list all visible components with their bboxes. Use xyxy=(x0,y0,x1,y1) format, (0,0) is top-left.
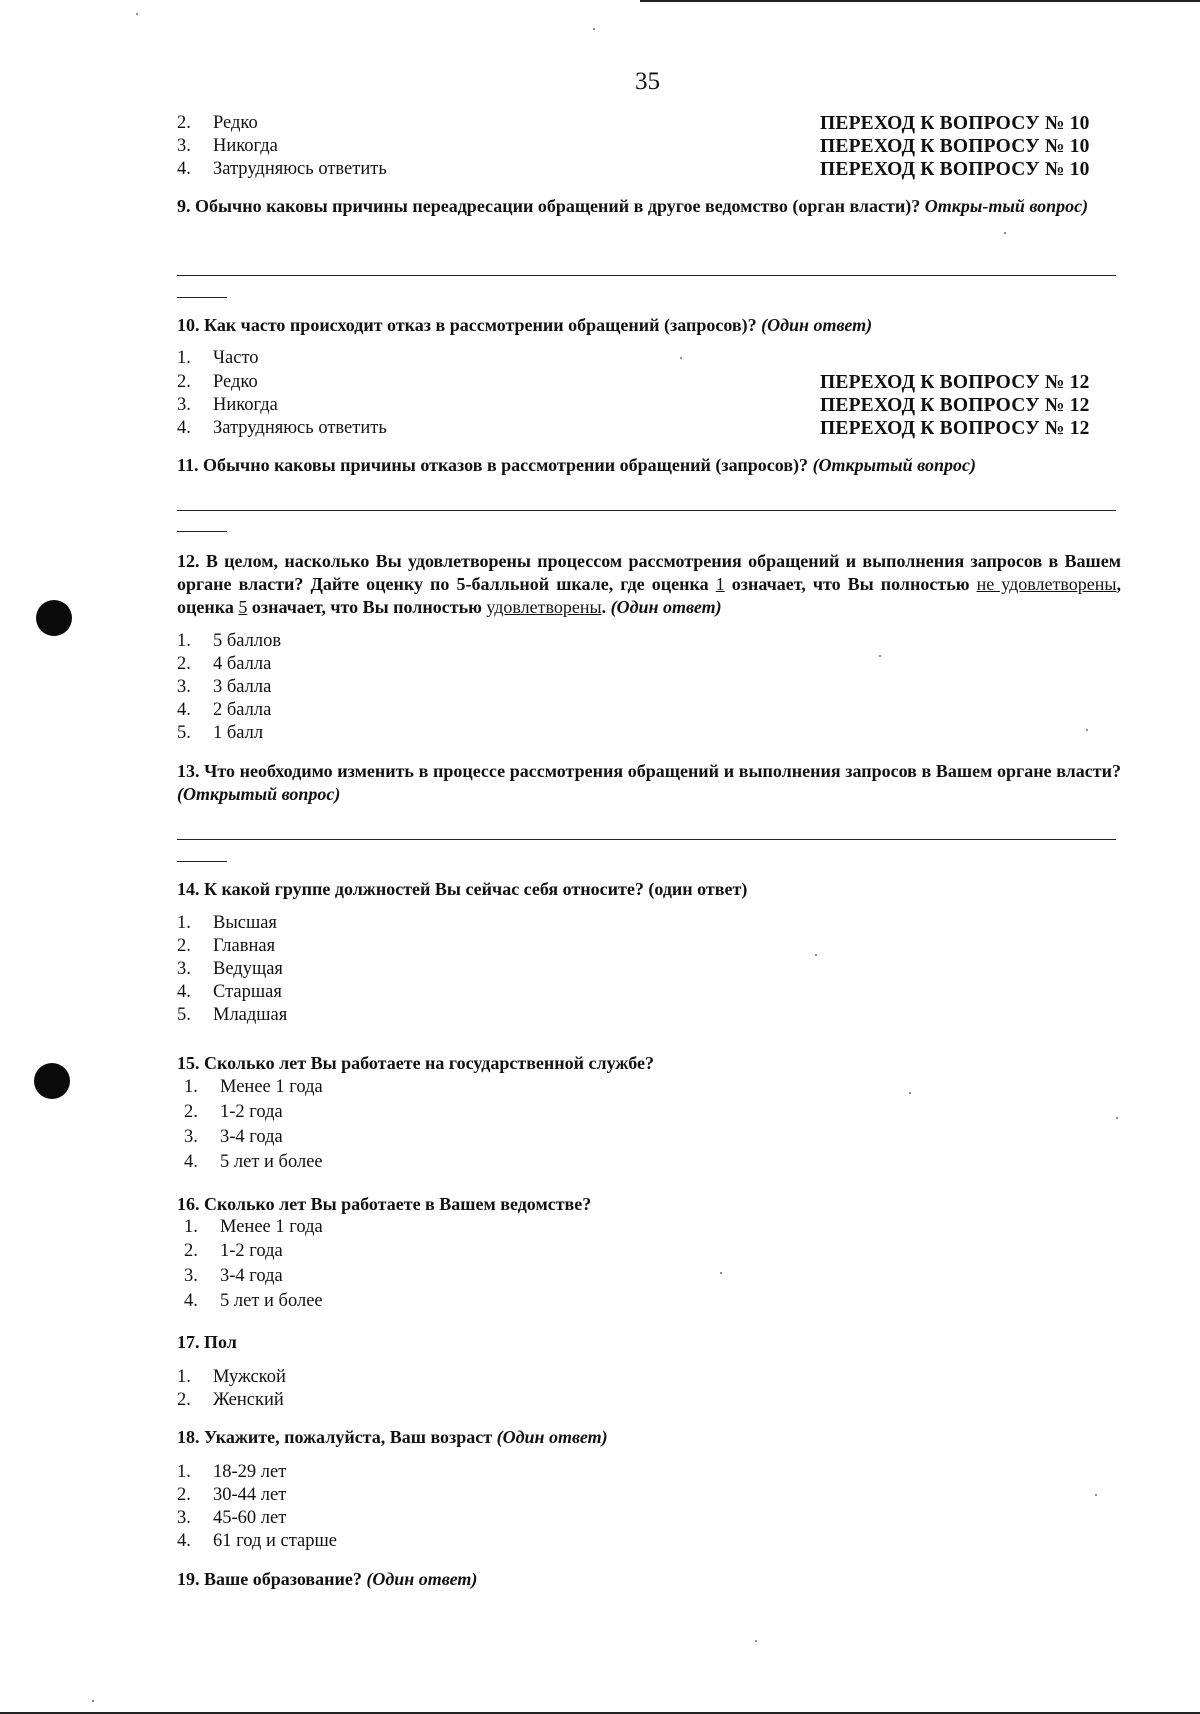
scan-speck xyxy=(1086,729,1088,731)
option-number: 2. xyxy=(177,936,191,956)
option-label: Менее 1 года xyxy=(220,1077,323,1097)
answer-instruction: (Открытый вопрос) xyxy=(812,455,976,475)
question-12 xyxy=(177,550,1121,619)
option-label: 1 балл xyxy=(213,723,264,743)
question-text: 12. В целом, насколько Вы удовлетворены процессом рассмотрения обращений и выполнения запросов в Вашем органе власти? Дайте оценку по 5-балльной шкале, где оценка xyxy=(177,551,1121,594)
scan-speck xyxy=(1116,1117,1118,1119)
skip-instruction: ПЕРЕХОД К ВОПРОСУ № 12 xyxy=(820,418,1090,439)
option-label: Редко xyxy=(213,113,258,133)
scan-speck xyxy=(720,1272,722,1274)
question-18 xyxy=(177,1426,1121,1449)
page-number: 35 xyxy=(635,68,660,95)
question-text: означает, что Вы полностью xyxy=(247,597,487,617)
scan-speck xyxy=(909,1092,911,1094)
question-text: 18. Укажите, пожалуйста, Ваш возраст xyxy=(177,1427,497,1447)
option-number: 4. xyxy=(177,982,191,1002)
answer-line[interactable] xyxy=(177,510,1116,511)
option-number: 2. xyxy=(177,1485,191,1505)
option-number: 1. xyxy=(177,631,191,651)
option-label: 1-2 года xyxy=(220,1241,283,1261)
scan-speck xyxy=(755,1640,757,1642)
option-label: Часто xyxy=(213,348,259,368)
answer-instruction: (Открытый вопрос) xyxy=(177,784,341,804)
option-label: Ведущая xyxy=(213,959,283,979)
question-text: 13. Что необходимо изменить в процессе рассмотрения обращений и выполнения запросов в Вашем органе власти? xyxy=(177,761,1121,781)
question-text: 19. Ваше образование? xyxy=(177,1569,367,1589)
question-text: 14. К какой группе должностей Вы сейчас себя относите? (один ответ) xyxy=(177,879,748,899)
answer-instruction: (Один ответ) xyxy=(610,597,722,617)
option-label: Затрудняюсь ответить xyxy=(213,159,387,179)
option-label: 4 балла xyxy=(213,654,272,674)
option-label: Редко xyxy=(213,372,258,392)
scan-speck xyxy=(92,1700,94,1702)
option-number: 1. xyxy=(177,913,191,933)
option-label: Женский xyxy=(213,1390,284,1410)
option-label: Мужской xyxy=(213,1367,286,1387)
option-label: 5 баллов xyxy=(213,631,282,651)
answer-instruction: (Один ответ) xyxy=(761,315,873,335)
option-number: 4. xyxy=(177,1531,191,1551)
option-label: 18-29 лет xyxy=(213,1462,287,1482)
question-text: 10. Как часто происходит отказ в рассмотрении обращений (запросов)? xyxy=(177,315,762,335)
punch-hole-icon xyxy=(36,600,72,636)
option-number: 1. xyxy=(177,348,191,368)
option-number: 3. xyxy=(177,959,191,979)
scan-speck xyxy=(680,357,682,359)
option-number: 3. xyxy=(177,677,191,697)
question-text: 16. Сколько лет Вы работаете в Вашем ведомстве? xyxy=(177,1194,592,1214)
option-label: 45-60 лет xyxy=(213,1508,287,1528)
scan-speck xyxy=(815,954,817,956)
question-text: означает, что Вы полностью xyxy=(724,574,977,594)
option-label: 3 балла xyxy=(213,677,272,697)
scale-min-value: 1 xyxy=(715,574,725,594)
question-13 xyxy=(177,760,1121,806)
answer-line[interactable] xyxy=(177,275,1116,276)
scan-speck xyxy=(593,28,595,30)
scale-max-meaning: удовлетворены xyxy=(486,597,602,617)
option-number: 4. xyxy=(184,1291,198,1311)
option-number: 3. xyxy=(177,395,191,415)
option-label: 3-4 года xyxy=(220,1127,283,1147)
scan-speck xyxy=(1004,232,1006,234)
option-label: Затрудняюсь ответить xyxy=(213,418,387,438)
question-16 xyxy=(177,1193,1121,1216)
option-label: Старшая xyxy=(213,982,282,1002)
scan-speck xyxy=(136,13,138,15)
answer-instruction: (Один ответ) xyxy=(366,1569,478,1589)
answer-instruction: Откры-тый вопрос) xyxy=(924,196,1089,216)
option-number: 2. xyxy=(184,1102,198,1122)
option-number: 4. xyxy=(177,700,191,720)
option-label: Младшая xyxy=(213,1005,288,1025)
question-19 xyxy=(177,1568,1121,1591)
option-number: 2. xyxy=(177,372,191,392)
option-number: 4. xyxy=(184,1152,198,1172)
option-label: Высшая xyxy=(213,913,277,933)
option-number: 4. xyxy=(177,159,191,179)
question-10 xyxy=(177,314,1121,337)
option-number: 4. xyxy=(177,418,191,438)
option-number: 1. xyxy=(184,1217,198,1237)
option-label: 5 лет и более xyxy=(220,1152,323,1172)
option-number: 1. xyxy=(184,1077,198,1097)
option-number: 2. xyxy=(177,1390,191,1410)
question-text: 15. Сколько лет Вы работаете на государственной службе? xyxy=(177,1053,654,1073)
question-text: 17. Пол xyxy=(177,1332,237,1352)
question-9 xyxy=(177,195,1121,218)
skip-instruction: ПЕРЕХОД К ВОПРОСУ № 12 xyxy=(820,395,1090,416)
option-label: Никогда xyxy=(213,395,278,415)
skip-instruction: ПЕРЕХОД К ВОПРОСУ № 10 xyxy=(820,159,1090,180)
scan-speck xyxy=(879,655,881,657)
option-label: 5 лет и более xyxy=(220,1291,323,1311)
answer-line-short[interactable] xyxy=(177,297,227,298)
question-text: . xyxy=(601,597,611,617)
question-17 xyxy=(177,1331,1121,1354)
option-number: 3. xyxy=(184,1127,198,1147)
answer-line-short[interactable] xyxy=(177,861,227,862)
question-14 xyxy=(177,878,1121,901)
question-15 xyxy=(177,1052,1121,1075)
option-number: 3. xyxy=(184,1266,198,1286)
question-text: 9. Обычно каковы причины переадресации обращений в другое ведомство (орган власти)? xyxy=(177,196,925,216)
option-label: 2 балла xyxy=(213,700,272,720)
option-number: 2. xyxy=(177,113,191,133)
option-label: Главная xyxy=(213,936,276,956)
punch-hole-icon xyxy=(34,1063,70,1099)
option-label: Никогда xyxy=(213,136,278,156)
option-label: 61 год и старше xyxy=(213,1531,337,1551)
top-edge-rule xyxy=(640,0,1200,2)
option-label: Менее 1 года xyxy=(220,1217,323,1237)
question-11 xyxy=(177,454,1121,477)
option-number: 2. xyxy=(184,1241,198,1261)
option-number: 1. xyxy=(177,1462,191,1482)
answer-line-short[interactable] xyxy=(177,531,227,532)
scale-min-meaning: не удовлетворены xyxy=(976,574,1117,594)
skip-instruction: ПЕРЕХОД К ВОПРОСУ № 10 xyxy=(820,136,1090,157)
question-text: 11. Обычно каковы причины отказов в рассмотрении обращений (запросов)? xyxy=(177,455,813,475)
option-number: 3. xyxy=(177,136,191,156)
question-text: , оценка xyxy=(177,574,1121,617)
option-label: 3-4 года xyxy=(220,1266,283,1286)
option-label: 30-44 лет xyxy=(213,1485,287,1505)
option-number: 5. xyxy=(177,1005,191,1025)
scale-max-value: 5 xyxy=(238,597,248,617)
skip-instruction: ПЕРЕХОД К ВОПРОСУ № 12 xyxy=(820,372,1090,393)
option-number: 1. xyxy=(177,1367,191,1387)
option-number: 5. xyxy=(177,723,191,743)
answer-instruction: (Один ответ) xyxy=(496,1427,608,1447)
option-number: 3. xyxy=(177,1508,191,1528)
scan-speck xyxy=(1095,1494,1097,1496)
answer-line[interactable] xyxy=(177,839,1116,840)
option-label: 1-2 года xyxy=(220,1102,283,1122)
option-number: 2. xyxy=(177,654,191,674)
skip-instruction: ПЕРЕХОД К ВОПРОСУ № 10 xyxy=(820,113,1090,134)
